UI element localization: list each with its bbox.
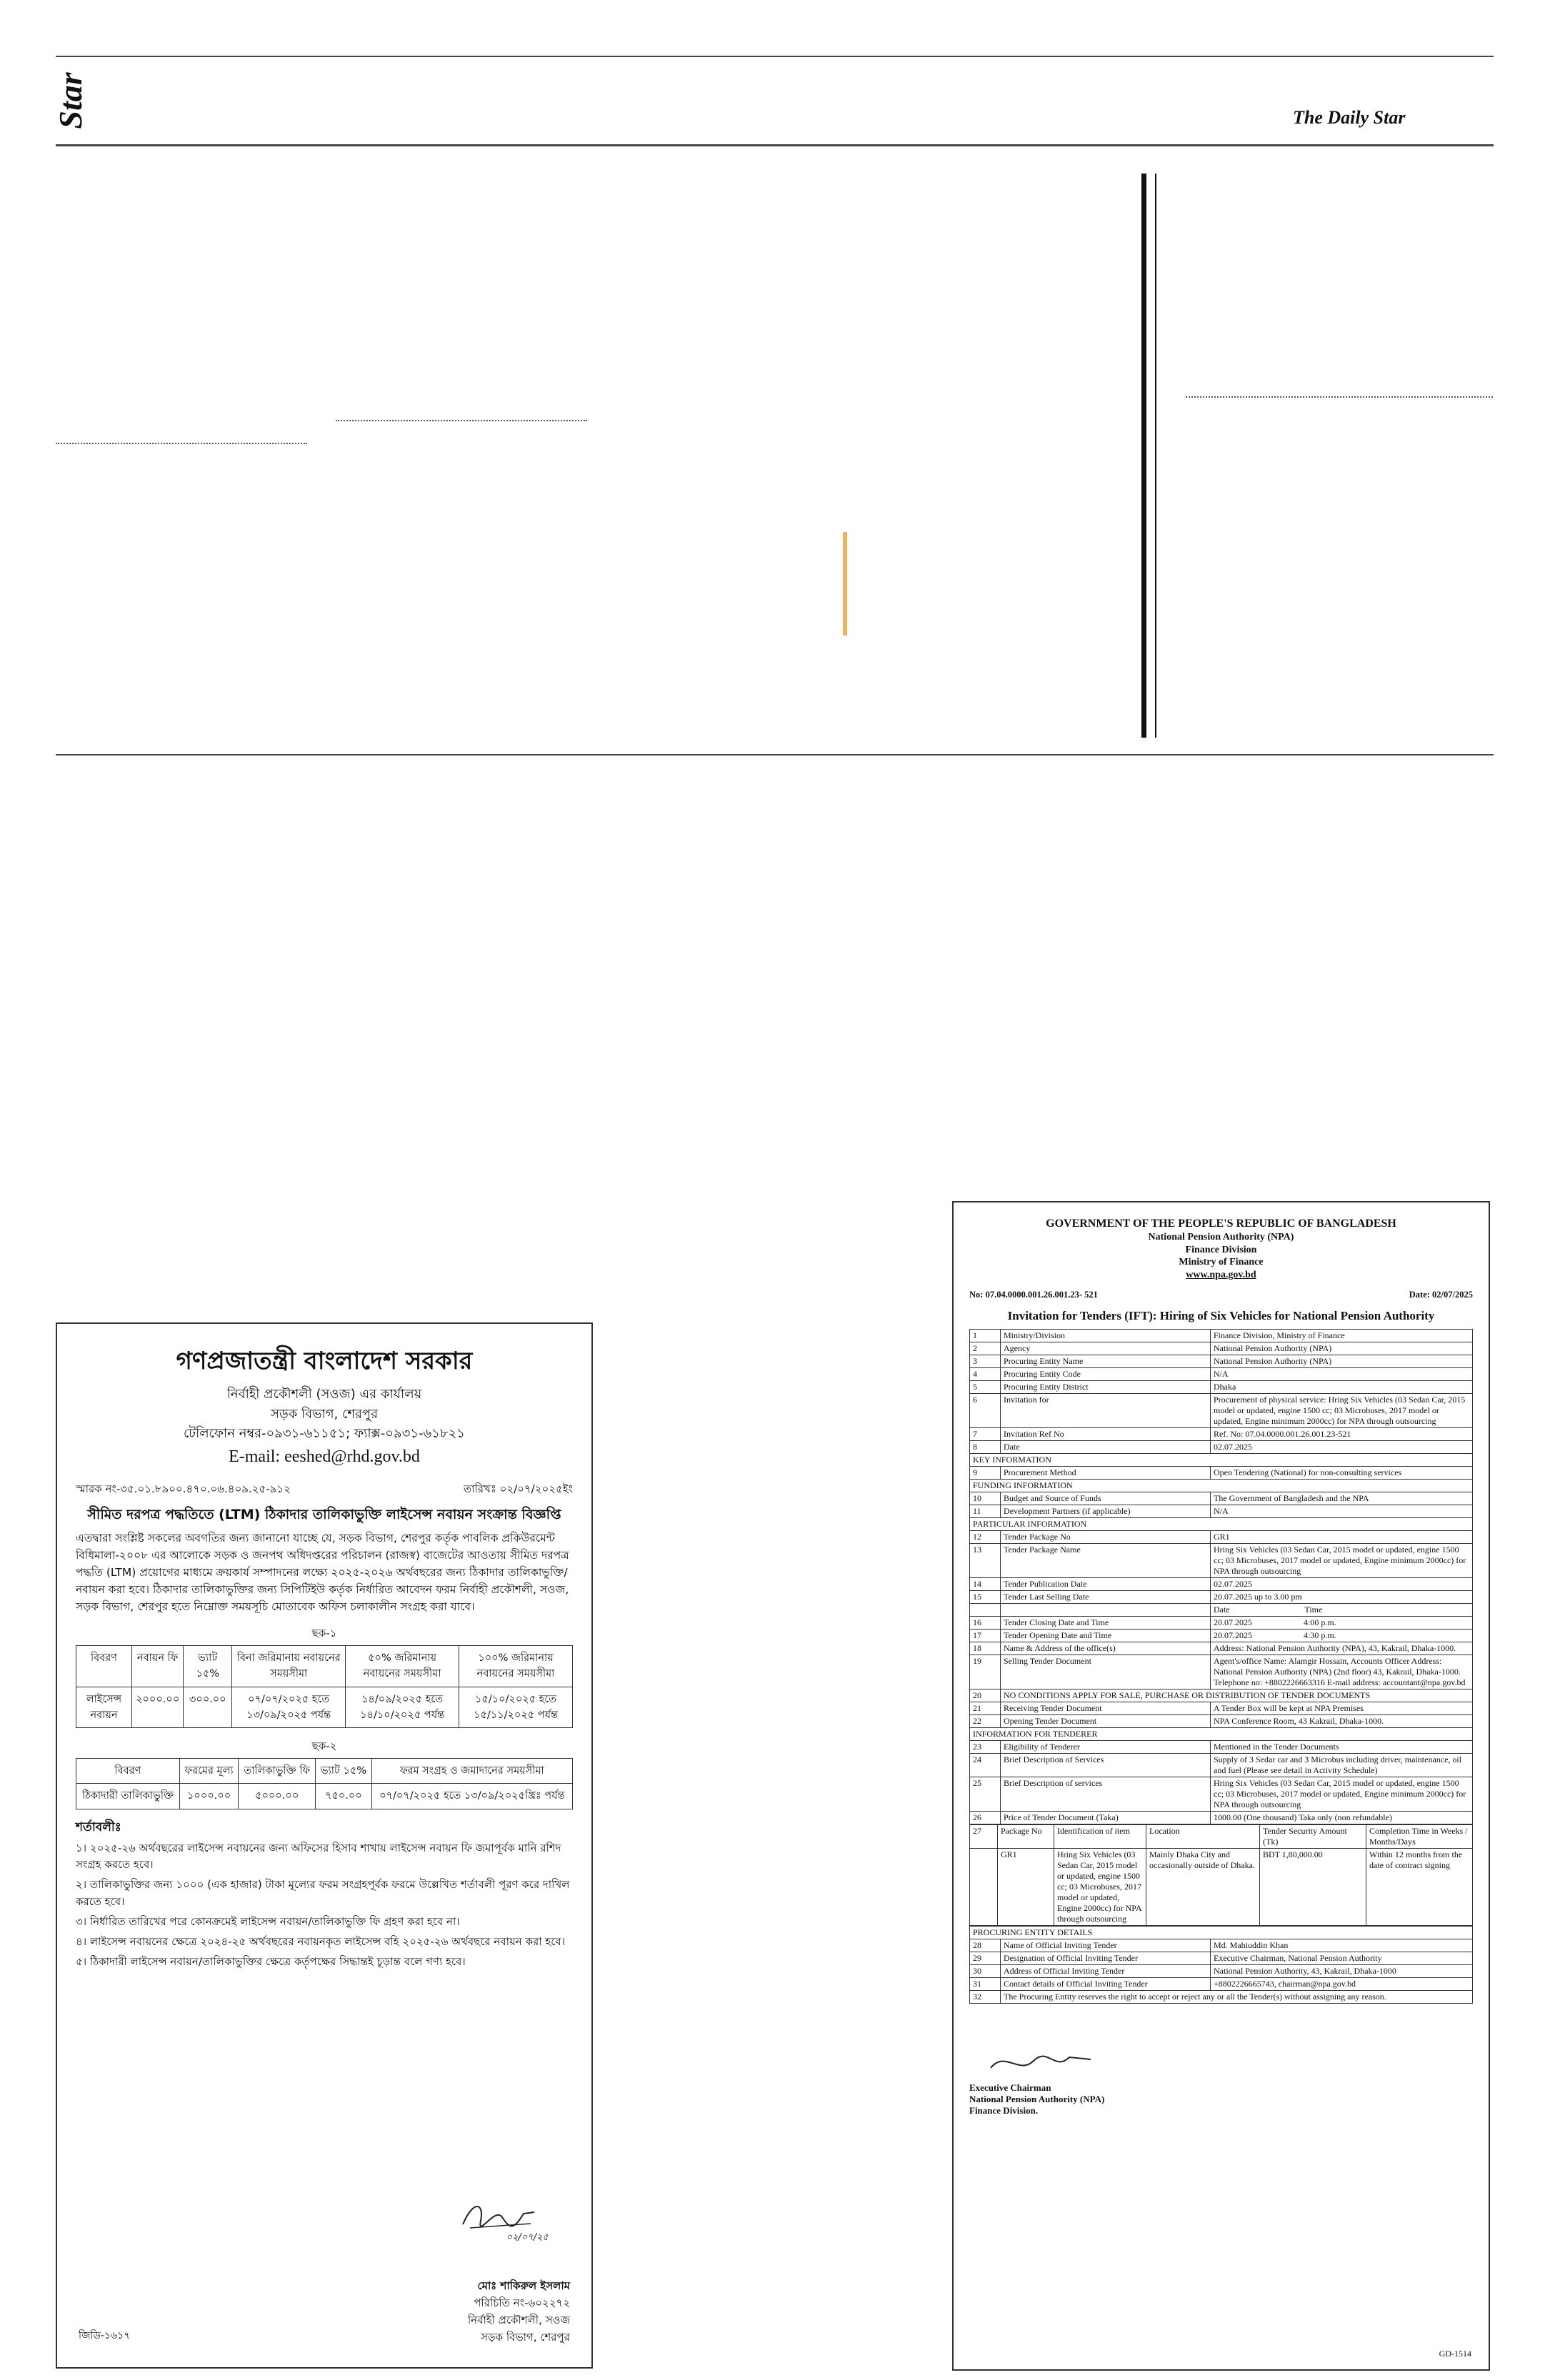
row-value: N/A xyxy=(1211,1367,1473,1380)
row-number: 26 xyxy=(970,1811,1001,1824)
row-number: 12 xyxy=(970,1530,1001,1543)
t1-c0: লাইসেন্স নবায়ন xyxy=(76,1687,132,1728)
table-row xyxy=(970,1342,1473,1355)
table-row xyxy=(970,1492,1473,1505)
bn-sig-office: সড়ক বিভাগ, শেরপুর xyxy=(480,2331,570,2344)
section-header: PARTICULAR INFORMATION xyxy=(970,1517,1473,1530)
row-label: Tender Closing Date and Time xyxy=(1001,1616,1211,1629)
pkg-c0 xyxy=(970,1848,998,1925)
bn-heading: সীমিত দরপত্র পদ্ধতিতে (LTM) ঠিকাদার তালিকাভুক্তি লাইসেন্স নবায়ন সংক্রান্ত বিজ্ঞপ্তি xyxy=(87,1506,561,1522)
fee-table-2 xyxy=(76,1758,573,1809)
table-row xyxy=(970,1939,1473,1952)
table-row xyxy=(970,1964,1473,1977)
row-number: 17 xyxy=(970,1629,1001,1642)
row-label: Budget and Source of Funds xyxy=(1001,1492,1211,1505)
section-header: KEY INFORMATION xyxy=(970,1453,1473,1466)
row-number: 9 xyxy=(970,1466,1001,1479)
row-number: 28 xyxy=(970,1939,1001,1952)
t1-c3: ০৭/০৭/২০২৫ হতে ১৩/০৯/২০২৫ পর্যন্ত xyxy=(232,1687,346,1728)
t1-c1: ২০০০.০০ xyxy=(132,1687,184,1728)
table-row xyxy=(970,1440,1473,1453)
table-row xyxy=(970,1393,1473,1427)
row-value: A Tender Box will be kept at NPA Premises xyxy=(1211,1702,1473,1714)
table-row xyxy=(970,1977,1473,1990)
term-1: ১। ২০২৫-২৬ অর্থবছরের লাইসেন্স নবায়নের জন্য অফিসের হিসাব শাখায় লাইসেন্স নবায়ন ফি জমাপূর্বক মানি রশিদ সংগ্রহ করতে হবে। xyxy=(76,1841,561,1872)
bn-sig-id: পরিচিতি নং-৬০২২৭২ xyxy=(474,2296,570,2309)
row-label: Name of Official Inviting Tender xyxy=(1001,1939,1211,1952)
bn-division: সড়ক বিভাগ, শেরপুর xyxy=(270,1406,379,1422)
t1-h5: ১০০% জরিমানায় নবায়নের সময়সীমা xyxy=(459,1645,573,1687)
pkg-h2: Identification of item xyxy=(1054,1824,1146,1848)
bn-email: E-mail: eeshed@rhd.gov.bd xyxy=(229,1447,420,1467)
row-value: N/A xyxy=(1211,1505,1473,1517)
row-number: 30 xyxy=(970,1964,1001,1977)
table-row xyxy=(970,1603,1473,1616)
section-header: INFORMATION FOR TENDERER xyxy=(970,1727,1473,1740)
table-row xyxy=(970,1642,1473,1655)
row-number: 13 xyxy=(970,1543,1001,1577)
row-value: Address: National Pension Authority (NPA), 43, Kakrail, Dhaka-1000. xyxy=(1211,1642,1473,1655)
mid-rule xyxy=(56,754,1494,755)
row-label: Name & Address of the office(s) xyxy=(1001,1642,1211,1655)
row-label: Invitation Ref No xyxy=(1001,1427,1211,1440)
pkg-h1: Package No xyxy=(998,1824,1054,1848)
row-number: 32 xyxy=(970,1990,1001,2003)
bn-gd-code: জিডি-১৬১৭ xyxy=(79,2330,131,2342)
t2-c2: ৫০০০.০০ xyxy=(239,1784,316,1809)
row-label: Eligibility of Tenderer xyxy=(1001,1740,1211,1753)
t2-c1: ১০০০.০০ xyxy=(179,1784,238,1809)
top-rule xyxy=(56,56,1494,57)
procuring-entity-table xyxy=(969,1926,1473,2004)
pkg-h0: 27 xyxy=(970,1824,998,1848)
t1-h1: নবায়ন ফি xyxy=(132,1645,184,1687)
pkg-c4: BDT 1,80,000.00 xyxy=(1260,1848,1366,1925)
row-label: Agency xyxy=(1001,1342,1211,1355)
bn-sig-title: নির্বাহী প্রকৌশলী, সওজ xyxy=(467,2314,570,2326)
row-label: Opening Tender Document xyxy=(1001,1714,1211,1727)
row-value: Hring Six Vehicles (03 Sedan Car, 2015 model or updated, engine 1500 cc; 03 Microbuses, 2017 model or updated, Engine minimum 2000cc) for NPA through outsourcing xyxy=(1211,1777,1473,1811)
row-label: NO CONDITIONS APPLY FOR SALE, PURCHASE OR DISTRIBUTION OF TENDER DOCUMENTS xyxy=(1001,1689,1473,1702)
pkg-c2: Hring Six Vehicles (03 Sedan Car, 2015 model or updated, engine 1500 cc; 03 Microbuses, 2017 model or updated, Engine 2000cc) for NPA through outsourcing xyxy=(1054,1848,1146,1925)
table-row xyxy=(970,1543,1473,1577)
fee-table-1 xyxy=(76,1645,573,1729)
header-rule xyxy=(56,144,1494,146)
row-number: 22 xyxy=(970,1714,1001,1727)
table-row xyxy=(970,1329,1473,1342)
t1-c4: ১৪/০৯/২০২৫ হতে ১৪/১০/২০২৫ পর্যন্ত xyxy=(346,1687,459,1728)
row-value: National Pension Authority, 43, Kakrail, Dhaka-1000 xyxy=(1211,1964,1473,1977)
row-value: Supply of 3 Sedar car and 3 Microbus including driver, maintenance, oil and fuel (Please see detail in Activity Schedule) xyxy=(1211,1753,1473,1777)
en-ref-no: No: 07.04.0000.001.26.001.23- 521 xyxy=(969,1290,1098,1300)
table-row xyxy=(970,1367,1473,1380)
row-label: Procuring Entity Code xyxy=(1001,1367,1211,1380)
t2-h1: ফরমের মূল্য xyxy=(179,1758,238,1783)
row-number: 2 xyxy=(970,1342,1001,1355)
t2-c3: ৭৫০.০০ xyxy=(316,1784,371,1809)
en-foot-org: National Pension Authority (NPA) xyxy=(969,2094,1105,2105)
table-row xyxy=(970,1505,1473,1517)
row-label: Tender Package Name xyxy=(1001,1543,1211,1577)
row-number: 6 xyxy=(970,1393,1001,1427)
row-label: The Procuring Entity reserves the right to accept or reject any or all the Tender(s) without assigning any reason. xyxy=(1001,1990,1473,2003)
terms-list xyxy=(76,1840,573,1971)
orange-bar xyxy=(843,532,847,636)
table-row xyxy=(970,1530,1473,1543)
row-value: National Pension Authority (NPA) xyxy=(1211,1355,1473,1367)
term-5: ৫। ঠিকাদারী লাইসেন্স নবায়ন/তালিকাভুক্তির ক্ষেত্রে কর্তৃপক্ষের সিদ্ধান্তই চূড়ান্ত বলে গণ্য হবে। xyxy=(76,1955,466,1969)
en-website-link[interactable]: www.npa.gov.bd xyxy=(1186,1269,1256,1280)
term-4: ৪। লাইসেন্স নবায়নের ক্ষেত্রে ২০২৪-২৫ অর্থবছরের নবায়নকৃত লাইসেন্স বহি ২০২৫-২৬ অর্থবছরে নবায়ন করা হবে। xyxy=(76,1935,565,1949)
pkg-c5: Within 12 months from the date of contract signing xyxy=(1366,1848,1473,1925)
t2-h2: তালিকাভুক্তি ফি xyxy=(239,1758,316,1783)
en-division: Finance Division xyxy=(1185,1244,1257,1255)
row-value: +8802226665743, chairman@npa.gov.bd xyxy=(1211,1977,1473,1990)
row-value: Mentioned in the Tender Documents xyxy=(1211,1740,1473,1753)
t1-h2: ভ্যাট ১৫% xyxy=(184,1645,232,1687)
pkg-h3: Location xyxy=(1146,1824,1260,1848)
table-row xyxy=(970,1577,1473,1590)
table-row xyxy=(970,1590,1473,1603)
table-row xyxy=(970,1727,1473,1740)
en-foot-division: Finance Division. xyxy=(969,2105,1039,2117)
row-value: GR1 xyxy=(1211,1530,1473,1543)
t1-c2: ৩০০.০০ xyxy=(184,1687,232,1728)
row-number: 25 xyxy=(970,1777,1001,1811)
row-value: Executive Chairman, National Pension Authority xyxy=(1211,1952,1473,1964)
row-label: Brief Description of Services xyxy=(1001,1753,1211,1777)
table-row xyxy=(970,1629,1473,1642)
row-value: National Pension Authority (NPA) xyxy=(1211,1342,1473,1355)
section-header: PROCURING ENTITY DETAILS xyxy=(970,1926,1473,1939)
row-value: 02.07.2025 xyxy=(1211,1440,1473,1453)
row-value: Ref. No: 07.04.0000.001.26.001.23-521 xyxy=(1211,1427,1473,1440)
table-row xyxy=(970,1753,1473,1777)
table-row xyxy=(970,1714,1473,1727)
table-row xyxy=(970,1689,1473,1702)
row-number: 21 xyxy=(970,1702,1001,1714)
row-number: 19 xyxy=(970,1655,1001,1689)
row-number: 8 xyxy=(970,1440,1001,1453)
bn-date: তারিখঃ ০২/০৭/২০২৫ইং xyxy=(463,1482,573,1495)
row-value: Dhaka xyxy=(1211,1380,1473,1393)
row-label: Invitation for xyxy=(1001,1393,1211,1427)
table-row xyxy=(970,1926,1473,1939)
table-row xyxy=(970,1517,1473,1530)
table-row xyxy=(970,1952,1473,1964)
row-number: 18 xyxy=(970,1642,1001,1655)
row-value: 02.07.2025 xyxy=(1211,1577,1473,1590)
bn-memo: স্মারক নং-৩৫.০১.৮৯০০.৪৭০.০৬.৪০৯.২৫-৯১২ xyxy=(76,1482,291,1495)
row-label: Address of Official Inviting Tender xyxy=(1001,1964,1211,1977)
bn-gov-title: গণপ্রজাতন্ত্রী বাংলাদেশ সরকার xyxy=(176,1347,473,1375)
row-number: 20 xyxy=(970,1689,1001,1702)
table-row xyxy=(970,1479,1473,1492)
t1-h0: বিবরণ xyxy=(76,1645,132,1687)
table2-caption: ছক-২ xyxy=(311,1739,337,1753)
en-authority: National Pension Authority (NPA) xyxy=(1148,1232,1294,1242)
table-row xyxy=(970,1427,1473,1440)
row-value: Open Tendering (National) for non-consulting services xyxy=(1211,1466,1473,1479)
bn-sig-date: ০২/০৭/২৫ xyxy=(506,2231,549,2243)
row-label: Tender Package No xyxy=(1001,1530,1211,1543)
row-label: Tender Last Selling Date xyxy=(1001,1590,1211,1603)
row-label: Procurement Method xyxy=(1001,1466,1211,1479)
table-row xyxy=(970,1702,1473,1714)
row-label: Selling Tender Document xyxy=(1001,1655,1211,1689)
tender-info-table xyxy=(969,1329,1473,1824)
row-label xyxy=(1001,1603,1211,1616)
en-signature xyxy=(984,2047,1098,2082)
t2-c0: ঠিকাদারী তালিকাভুক্তি xyxy=(76,1784,180,1809)
row-number: 15 xyxy=(970,1590,1001,1603)
pkg-c1: GR1 xyxy=(998,1848,1054,1925)
row-label: Tender Publication Date xyxy=(1001,1577,1211,1590)
bn-signatory: মোঃ শাকিরুল ইসলাম xyxy=(477,2279,570,2292)
pkg-c3: Mainly Dhaka City and occasionally outside of Dhaka. xyxy=(1146,1848,1260,1925)
row-label: Procuring Entity Name xyxy=(1001,1355,1211,1367)
pkg-h5: Completion Time in Weeks / Months/Days xyxy=(1366,1824,1473,1848)
table-row xyxy=(970,1740,1473,1753)
table-row xyxy=(970,1466,1473,1479)
row-label: Tender Opening Date and Time xyxy=(1001,1629,1211,1642)
terms-heading: শর্তাবলীঃ xyxy=(76,1819,121,1834)
table-row xyxy=(970,1777,1473,1811)
row-number: 10 xyxy=(970,1492,1001,1505)
row-number: 4 xyxy=(970,1367,1001,1380)
row-number: 7 xyxy=(970,1427,1001,1440)
star-logo: Star xyxy=(51,72,89,129)
row-value: 20.07.2025 4:30 p.m. xyxy=(1211,1629,1473,1642)
row-label: Price of Tender Document (Taka) xyxy=(1001,1811,1211,1824)
bn-phone: টেলিফোন নম্বর-০৯৩১-৬১১৫১; ফ্যাক্স-০৯৩১-৬১৮২১ xyxy=(184,1426,465,1442)
pkg-h4: Tender Security Amount (Tk) xyxy=(1260,1824,1366,1848)
dotted-line-2 xyxy=(56,443,307,444)
t2-h3: ভ্যাট ১৫% xyxy=(316,1758,371,1783)
row-number: 24 xyxy=(970,1753,1001,1777)
row-number xyxy=(970,1603,1001,1616)
dotted-line-1 xyxy=(336,420,587,421)
bn-body: এতদ্বারা সংশ্লিষ্ট সকলের অবগতির জন্য জানানো যাচ্ছে যে, সড়ক বিভাগ, শেরপুর কর্তৃক পাবলিক প্রকিউরমেন্ট বিধিমালা-২০০৮ এর আলোকে সড়ক ও জনপথ অধিদপ্তরের পরিচালন (রাজস্ব) বাজেটের আওতায় সীমিত দরপত্র পদ্ধতি (LTM) প্রয়োগের মাধ্যমে ক্রয়কার্য সম্পাদনের লক্ষ্যে ২০২৫-২০২৬ অর্থবছরের জন্য ঠিকাদার তালিকাভুক্তি/নবায়ন করা হবে। ঠিকাদার তালিকাভুক্তির জন্য সিপিটিইউ কর্তৃক নির্ধারিত আবেদন ফরম নির্বাহী প্রকৌশলী, সওজ, সড়ক বিভাগ, শেরপুর হতে নিম্নোক্ত সময়সূচি মোতাবেক অফিস চলাকালীন সংগ্রহ করা যাবে। xyxy=(76,1532,569,1614)
t1-h4: ৫০% জরিমানায় নবায়নের সময়সীমা xyxy=(346,1645,459,1687)
bn-office: নির্বাহী প্রকৌশলী (সওজ) এর কার্যালয় xyxy=(226,1386,422,1402)
column-divider-thick xyxy=(1141,174,1146,738)
table-row xyxy=(970,1453,1473,1466)
table-row xyxy=(970,1380,1473,1393)
en-gov-title: GOVERNMENT OF THE PEOPLE'S REPUBLIC OF BANGLADESH xyxy=(1046,1217,1396,1230)
t2-c4: ০৭/০৭/২০২৫ হতে ১৩/০৯/২০২৫খ্রিঃ পর্যন্ত xyxy=(371,1784,572,1809)
row-label: Date xyxy=(1001,1440,1211,1453)
t2-h0: বিবরণ xyxy=(76,1758,180,1783)
term-3: ৩। নির্ধারিত তারিখের পরে কোনক্রমেই লাইসেন্স নবায়ন/তালিকাভুক্তি ফি গ্রহণ করা হবে না। xyxy=(76,1914,460,1928)
bn-signature xyxy=(456,2192,549,2242)
en-gd-code: GD-1514 xyxy=(1439,2349,1471,2359)
row-number: 3 xyxy=(970,1355,1001,1367)
row-number: 23 xyxy=(970,1740,1001,1753)
row-label: Ministry/Division xyxy=(1001,1329,1211,1342)
row-number: 1 xyxy=(970,1329,1001,1342)
row-value: Procurement of physical service: Hring Six Vehicles (03 Sedan Car, 2015 model or updated, engine 1500 cc; 03 Microbuses, 2017 model or updated, Engine minimum 2000cc) for NPA through outsourcing xyxy=(1211,1393,1473,1427)
en-title: Invitation for Tenders (IFT): Hiring of Six Vehicles for National Pension Authority xyxy=(1007,1308,1435,1322)
package-table xyxy=(969,1824,1473,1926)
row-number: 11 xyxy=(970,1505,1001,1517)
row-value: Finance Division, Ministry of Finance xyxy=(1211,1329,1473,1342)
row-value: The Government of Bangladesh and the NPA xyxy=(1211,1492,1473,1505)
table-row xyxy=(970,1355,1473,1367)
t2-h4: ফরম সংগ্রহ ও জমাদানের সময়সীমা xyxy=(371,1758,572,1783)
section-header: FUNDING INFORMATION xyxy=(970,1479,1473,1492)
row-value: 1000.00 (One thousand) Taka only (non refundable) xyxy=(1211,1811,1473,1824)
row-value: Agent's/office Name: Alamgir Hossain, Accounts Officer Address: National Pension Authority (NPA) (2nd floor) 43, Kakrail, Dhaka-1000. Telephone no: +8802226663316 E-mail address: accountant@npa.gov.bd xyxy=(1211,1655,1473,1689)
table1-caption: ছক-১ xyxy=(311,1627,337,1640)
row-value: 20.07.2025 4:00 p.m. xyxy=(1211,1616,1473,1629)
table-row xyxy=(970,1811,1473,1824)
column-divider-thin xyxy=(1155,174,1156,738)
dotted-line-3 xyxy=(1186,396,1493,398)
term-2: ২। তালিকাভুক্তির জন্য ১০০০ (এক হাজার) টাকা মূল্যের ফরম সংগ্রহপূর্বক ফরমে উল্লেখিত শর্তাবলী পূরণ করে দাখিল করতে হবে। xyxy=(76,1878,570,1908)
npa-tender-notice xyxy=(952,1201,1490,2371)
bn-signatory-block xyxy=(468,2277,570,2346)
row-value: NPA Conference Room, 43 Kakrail, Dhaka-1000. xyxy=(1211,1714,1473,1727)
bengali-license-notice xyxy=(56,1322,593,2369)
row-label: Designation of Official Inviting Tender xyxy=(1001,1952,1211,1964)
table-row xyxy=(970,1655,1473,1689)
t1-h3: বিনা জরিমানায় নবায়নের সময়সীমা xyxy=(232,1645,346,1687)
row-label: Contact details of Official Inviting Tender xyxy=(1001,1977,1211,1990)
row-label: Brief Description of services xyxy=(1001,1777,1211,1811)
row-value: Md. Mahiuddin Khan xyxy=(1211,1939,1473,1952)
table-row xyxy=(970,1990,1473,2003)
row-number: 5 xyxy=(970,1380,1001,1393)
masthead: The Daily Star xyxy=(1293,107,1406,128)
table-row xyxy=(970,1616,1473,1629)
row-number: 31 xyxy=(970,1977,1001,1990)
row-number: 29 xyxy=(970,1952,1001,1964)
row-value: Hring Six Vehicles (03 Sedan Car, 2015 model or updated, engine 1500 cc; 03 Microbuses, 2017 model or updated, Engine minimum 2000cc) for NPA through outsourcing xyxy=(1211,1543,1473,1577)
en-date: Date: 02/07/2025 xyxy=(1409,1290,1473,1300)
row-label: Receiving Tender Document xyxy=(1001,1702,1211,1714)
row-value: Date Time xyxy=(1211,1603,1473,1616)
row-number: 16 xyxy=(970,1616,1001,1629)
row-value: 20.07.2025 up to 3.00 pm xyxy=(1211,1590,1473,1603)
t1-c5: ১৫/১০/২০২৫ হতে ১৫/১১/২০২৫ পর্যন্ত xyxy=(459,1687,573,1728)
en-foot-title: Executive Chairman xyxy=(969,2082,1051,2093)
row-number: 14 xyxy=(970,1577,1001,1590)
row-label: Procuring Entity District xyxy=(1001,1380,1211,1393)
en-ministry: Ministry of Finance xyxy=(1179,1257,1264,1267)
row-label: Development Partners (if applicable) xyxy=(1001,1505,1211,1517)
